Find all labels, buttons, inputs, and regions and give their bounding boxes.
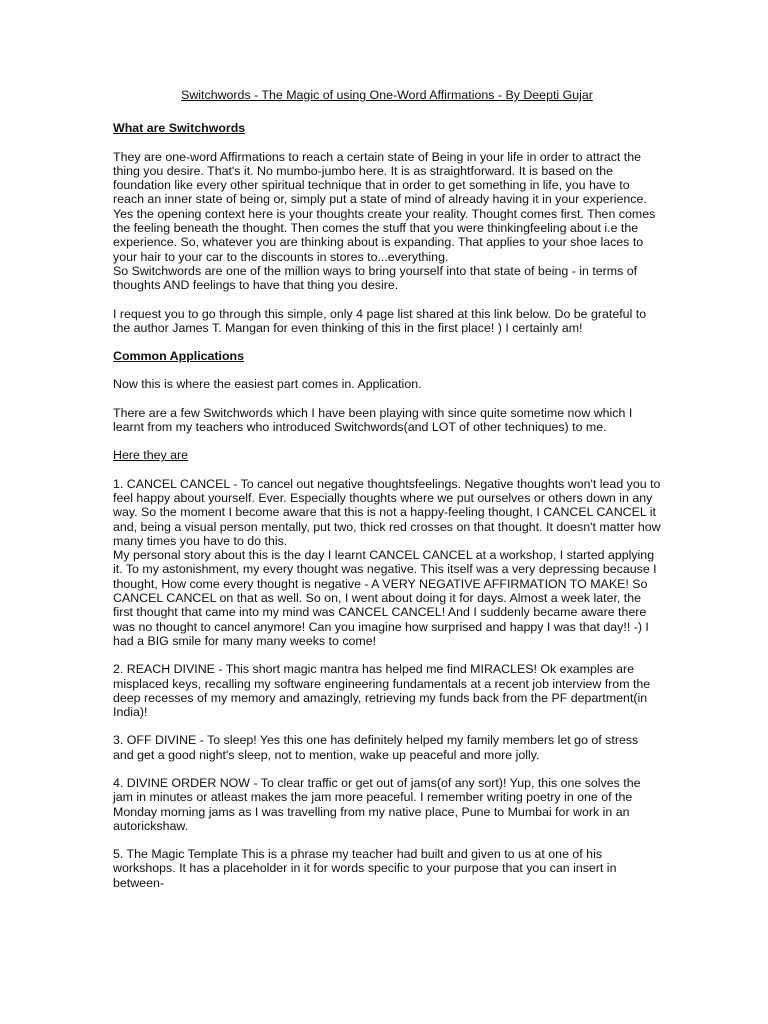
paragraph-what-2: So Switchwords are one of the million ways to bring yourself into that state of being - in terms of thoughts AND feelings to have that thing you desire. xyxy=(113,263,638,293)
paragraph-what-3: I request you to go through this simple, only 4 page list shared at this link below. Do be grateful to the author James T. Mangan for even thinking of this in the first place! ) I certainly am! xyxy=(113,306,647,335)
list-item-reach-divine: 2. REACH DIVINE - This short magic mantra has helped me find MIRACLES! Ok examples are misplaced keys, recalling my software engineering fundamentals at a recent job interview from the deep recesses of my memory and amazingly, retrieving my funds back from the PF department(in India)! xyxy=(113,662,651,720)
paragraph-what-1: They are one-word Affirmations to reach a certain state of Being in your life in order to attract the thing you desire. That's it. No mumbo-jumbo here. It is as straightforward. It is based on the foundation like every other spiritual technique that in order to get something in life, you have to reach an inner state of being or, simply put a state of mind of already having it in your experience. Yes the opening context here is your thoughts create your reality. Thought comes first. Then comes the feeling beneath the thought. Then comes the stuff that you were thinkingfeeling about i.e the experience. So, whatever you are thinking about is expanding. That applies to your shoe laces to your hair to your car to the discounts in stores to...everything. xyxy=(113,149,656,264)
list-item-off-divine: 3. OFF DIVINE - To sleep! Yes this one has definitely helped my family members let go of stress and get a good night's sleep, not to mention, wake up peaceful and more jolly. xyxy=(113,733,639,762)
paragraph-common-1: Now this is where the easiest part comes in. Application. xyxy=(113,377,422,392)
list-item-divine-order-now: 4. DIVINE ORDER NOW - To clear traffic or get out of jams(of any sort)! Yup, this one solves the jam in minutes or atleast makes the jam more peaceful. I remember writing poetry in one of the Monday morning jams as I was travelling from my native place, Pune to Mumbai for work in an autorickshaw. xyxy=(113,775,641,833)
paragraph-common-2: There are a few Switchwords which I have been playing with since quite sometime now which I learnt from my teachers who introduced Switchwords(and LOT of other techniques) to me. xyxy=(113,405,633,435)
section-heading-what-are-switchwords: What are Switchwords xyxy=(113,121,246,136)
list-item-cancel-cancel-story: My personal story about this is the day I learnt CANCEL CANCEL at a workshop, I started applying it. To my astonishment, my every thought was negative. This itself was a very depressing because I thought, How come every thought is negative - A VERY NEGATIVE AFFIRMATION TO MAKE! So CANCEL CANCEL on that as well. So on, I went about doing it for days. Almost a week later, the first thought that came into my mind was CANCEL CANCEL! And I suddenly became aware there was no thought to cancel anymore! Can you imagine how surprised and happy I was that day!! -) I had a BIG smile for many many weeks to come! xyxy=(113,548,657,648)
list-item-cancel-cancel: 1. CANCEL CANCEL - To cancel out negative thoughtsfeelings. Negative thoughts won't lead you to feel happy about yourself. Ever. Especially thoughts where we put ourselves or others down in any way. So the moment I become aware that this is not a happy-feeling thought, I CANCEL CANCEL it and, being a visual person mentally, put two, thick red crosses on that thought. It doesn't matter how many times you have to do this. xyxy=(113,476,661,548)
sub-heading-here-they-are: Here they are xyxy=(113,448,189,463)
list-item-magic-template: 5. The Magic Template This is a phrase my teacher had built and given to us at one of his workshops. It has a placeholder in it for words specific to your purpose that you can insert in between- xyxy=(113,847,617,890)
section-heading-common-applications: Common Applications xyxy=(113,349,245,364)
document-title: Switchwords - The Magic of using One-Word Affirmations - By Deepti Gujar xyxy=(181,88,593,102)
document-body xyxy=(113,88,661,904)
